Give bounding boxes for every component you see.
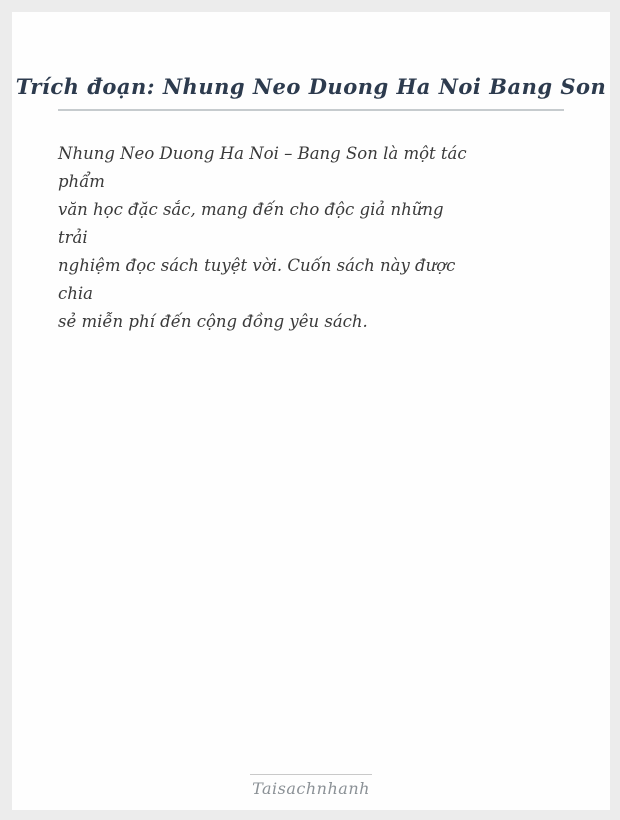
excerpt-line: Nhung Neo Duong Ha Noi – Bang Son là một tác bbox=[58, 144, 467, 163]
excerpt-body bbox=[58, 140, 478, 336]
page-footer bbox=[12, 774, 610, 798]
excerpt-line: trải bbox=[58, 228, 88, 247]
document-page bbox=[12, 12, 610, 810]
excerpt-line: văn học đặc sắc, mang đến cho độc giả những bbox=[58, 200, 444, 219]
footer-signature: Taisachnhanh bbox=[252, 779, 370, 798]
excerpt-line: nghiệm đọc sách tuyệt vời. Cuốn sách này được bbox=[58, 256, 456, 275]
footer-divider bbox=[250, 774, 372, 775]
excerpt-line: chia bbox=[58, 284, 93, 303]
excerpt-line: phẩm bbox=[58, 172, 105, 191]
page-title: Trích đoạn: Nhung Neo Duong Ha Noi Bang Son bbox=[15, 74, 607, 99]
title-divider bbox=[58, 109, 564, 111]
excerpt-line: sẻ miễn phí đến cộng đồng yêu sách. bbox=[58, 312, 368, 331]
